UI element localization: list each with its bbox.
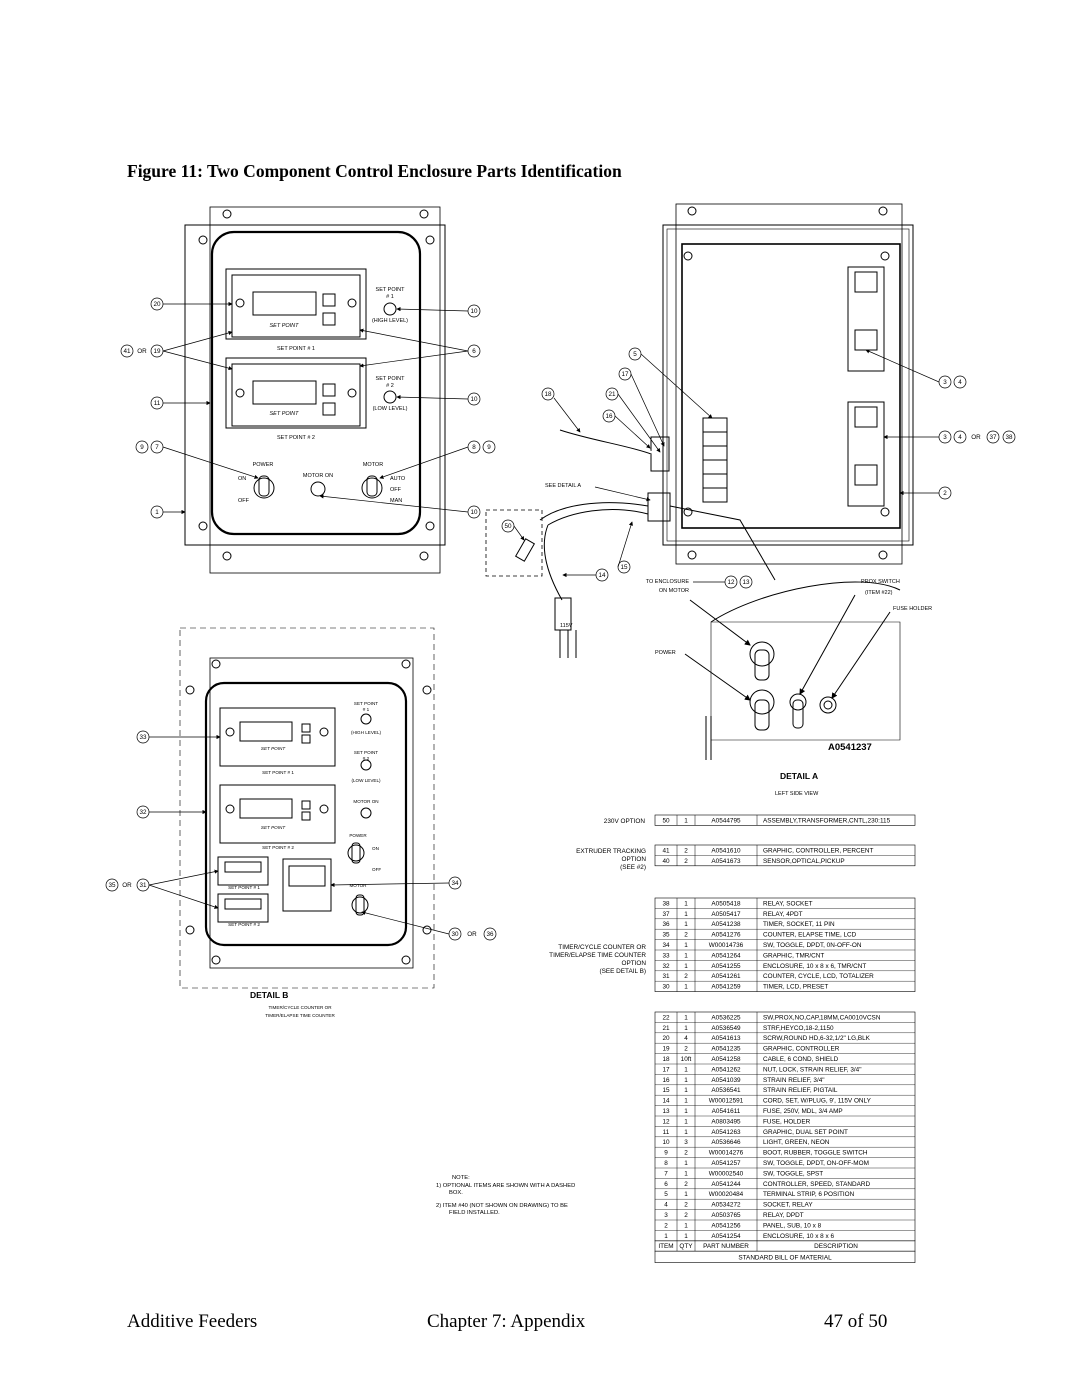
bom-part-number: A0541254 bbox=[711, 1232, 741, 1240]
svg-text:4: 4 bbox=[958, 434, 962, 441]
bom-qty: 2 bbox=[684, 1180, 688, 1188]
bom-item: 34 bbox=[662, 942, 670, 949]
bom-qty: 1 bbox=[684, 1097, 688, 1105]
svg-text:NOTE:: NOTE: bbox=[452, 1175, 470, 1181]
bom-qty: 1 bbox=[684, 1160, 688, 1167]
bom-part-number: A0536541 bbox=[711, 1087, 741, 1095]
svg-text:8: 8 bbox=[472, 444, 476, 451]
svg-text:10: 10 bbox=[470, 308, 478, 315]
bom-description: GRAPHIC, CONTROLLER bbox=[763, 1045, 840, 1053]
bom-description: TERMINAL STRIP, 6 POSITION bbox=[763, 1191, 855, 1199]
svg-text:MOTOR: MOTOR bbox=[362, 462, 384, 468]
bom-description: GRAPHIC, TMR/CNT bbox=[763, 952, 825, 960]
bom-item: 14 bbox=[662, 1097, 670, 1105]
bom-part-number: A0541238 bbox=[711, 921, 741, 929]
bom-item: 9 bbox=[664, 1149, 668, 1157]
svg-text:SET POINT: SET POINT bbox=[375, 376, 405, 382]
bom-qty: 1 bbox=[684, 900, 688, 908]
bom-header-desc: DESCRIPTION bbox=[814, 1243, 858, 1251]
svg-text:SET POINT: SET POINT bbox=[269, 411, 299, 417]
svg-text:SET POINT # 2: SET POINT # 2 bbox=[262, 845, 294, 850]
svg-text:16: 16 bbox=[605, 413, 613, 420]
svg-text:31: 31 bbox=[139, 882, 147, 889]
svg-text:ON: ON bbox=[238, 476, 247, 482]
bom-description: LIGHT, GREEN, NEON bbox=[763, 1139, 830, 1147]
svg-text:36: 36 bbox=[486, 931, 494, 938]
svg-text:ON MOTOR: ON MOTOR bbox=[658, 588, 689, 594]
bom-description: RELAY, 4PDT bbox=[763, 910, 803, 918]
bom-qty: 4 bbox=[684, 1035, 688, 1043]
front-panel bbox=[185, 207, 445, 573]
svg-text:SET POINT: SET POINT bbox=[269, 323, 299, 329]
bom-description: CONTROLLER, SPEED, STANDARD bbox=[763, 1180, 871, 1188]
bom-qty: 1 bbox=[684, 952, 688, 960]
bom-part-number: A0541039 bbox=[711, 1076, 741, 1084]
bom-qty: 1 bbox=[684, 1191, 688, 1199]
bom-item: 18 bbox=[662, 1056, 670, 1063]
bom-part-number: W00014276 bbox=[708, 1149, 744, 1157]
svg-text:32: 32 bbox=[139, 809, 147, 816]
bill-of-materials bbox=[549, 815, 915, 1263]
svg-text:4: 4 bbox=[958, 379, 962, 386]
bom-item: 12 bbox=[662, 1118, 670, 1126]
svg-text:# 1: # 1 bbox=[362, 707, 370, 712]
bom-description: NUT, LOCK, STRAIN RELIEF, 3/4" bbox=[763, 1066, 862, 1074]
bom-description: FUSE, 250V, MDL, 3/4 AMP bbox=[763, 1108, 843, 1115]
svg-text:AUTO: AUTO bbox=[390, 476, 406, 482]
bom-qty: 1 bbox=[684, 1232, 688, 1240]
bom-part-number: A0541235 bbox=[711, 1045, 741, 1053]
svg-text:(HIGH LEVEL): (HIGH LEVEL) bbox=[371, 318, 409, 324]
svg-text:14: 14 bbox=[598, 572, 606, 579]
bom-description: COUNTER, ELAPSE TIME, LCD bbox=[763, 931, 857, 939]
bom-item: 3 bbox=[664, 1212, 668, 1219]
svg-text:FIELD INSTALLED.: FIELD INSTALLED. bbox=[449, 1210, 500, 1216]
svg-text:9: 9 bbox=[140, 444, 144, 451]
svg-text:115V: 115V bbox=[560, 623, 573, 629]
bom-description: SW, TOGGLE, DPDT, ON-OFF-MOM bbox=[763, 1160, 869, 1167]
bom-item: 32 bbox=[662, 962, 670, 970]
bom-timer-label: (SEE DETAIL B) bbox=[599, 968, 646, 975]
svg-text:19: 19 bbox=[153, 348, 161, 355]
bom-item: 22 bbox=[662, 1014, 670, 1022]
bom-description: GRAPHIC, DUAL SET POINT bbox=[763, 1128, 848, 1136]
bom-footer: STANDARD BILL OF MATERIAL bbox=[738, 1254, 832, 1262]
svg-text:9: 9 bbox=[487, 444, 491, 451]
bom-part-number: A0541261 bbox=[711, 973, 741, 981]
bom-part-number: A0505417 bbox=[711, 910, 741, 918]
bom-description: CABLE, 6 COND, SHIELD bbox=[763, 1056, 839, 1063]
svg-text:41: 41 bbox=[123, 348, 131, 355]
svg-text:(LOW LEVEL): (LOW LEVEL) bbox=[351, 778, 381, 783]
bom-description: ENCLOSURE, 10 x 8 x 6, TMR/CNT bbox=[763, 962, 867, 970]
svg-text:33: 33 bbox=[139, 734, 147, 741]
bom-qty: 1 bbox=[684, 1118, 688, 1126]
bom-part-number: A0541264 bbox=[711, 952, 741, 960]
bom-part-number: A0541611 bbox=[711, 1108, 741, 1115]
bom-description: SW, TOGGLE, SPST bbox=[763, 1170, 824, 1178]
detail-b-drawing bbox=[180, 628, 434, 988]
svg-text:OR: OR bbox=[467, 931, 477, 938]
bom-timer-label: TIMER/CYCLE COUNTER OR bbox=[558, 944, 646, 951]
bom-item: 31 bbox=[662, 973, 670, 981]
bom-part-number: A0534272 bbox=[711, 1201, 741, 1209]
svg-text:(HIGH LEVEL): (HIGH LEVEL) bbox=[350, 730, 382, 735]
svg-text:A0541237: A0541237 bbox=[828, 742, 872, 753]
svg-text:POWER: POWER bbox=[349, 833, 367, 838]
bom-item: 11 bbox=[662, 1128, 670, 1136]
bom-description: SOCKET, RELAY bbox=[763, 1201, 813, 1209]
bom-part-number: W00012591 bbox=[708, 1097, 744, 1105]
bom-item: 8 bbox=[664, 1160, 668, 1167]
svg-text:6: 6 bbox=[472, 348, 476, 355]
bom-qty: 1 bbox=[684, 1170, 688, 1178]
svg-text:3: 3 bbox=[943, 379, 947, 386]
bom-extruder-label: OPTION bbox=[621, 856, 646, 863]
bom-item: 6 bbox=[664, 1180, 668, 1188]
bom-description: RELAY, SOCKET bbox=[763, 900, 813, 908]
svg-text:OFF: OFF bbox=[238, 498, 249, 504]
bom-part-number: A0541257 bbox=[711, 1160, 741, 1167]
svg-text:(ITEM #22): (ITEM #22) bbox=[865, 590, 893, 596]
svg-text:PROX SWITCH: PROX SWITCH bbox=[861, 579, 900, 585]
svg-text:SET POINT # 2: SET POINT # 2 bbox=[228, 922, 260, 927]
svg-text:11: 11 bbox=[153, 400, 161, 407]
bom-item: 13 bbox=[662, 1108, 670, 1115]
bom-qty: 1 bbox=[684, 1108, 688, 1115]
bom-description: GRAPHIC, CONTROLLER, PERCENT bbox=[763, 847, 874, 855]
svg-text:7: 7 bbox=[155, 444, 159, 451]
bom-header-item: ITEM bbox=[658, 1243, 674, 1251]
svg-text:LEFT SIDE VIEW: LEFT SIDE VIEW bbox=[775, 791, 819, 797]
svg-text:# 2: # 2 bbox=[386, 383, 394, 389]
bom-part-number: W00020484 bbox=[708, 1191, 744, 1199]
bom-item: 2 bbox=[664, 1222, 668, 1230]
bom-part-number: A0541613 bbox=[711, 1035, 741, 1043]
bom-description: TIMER, SOCKET, 11 PIN bbox=[763, 921, 835, 929]
svg-text:2) ITEM #40 (NOT SHOWN ON DRAW: 2) ITEM #40 (NOT SHOWN ON DRAWING) TO BE bbox=[436, 1203, 568, 1209]
svg-text:MOTOR ON: MOTOR ON bbox=[302, 473, 334, 479]
svg-text:SEE DETAIL A: SEE DETAIL A bbox=[545, 483, 582, 489]
bom-qty: 2 bbox=[684, 1201, 688, 1209]
bom-header-box bbox=[655, 1241, 915, 1251]
svg-text:BOX.: BOX. bbox=[449, 1190, 463, 1196]
bom-qty: 10ft bbox=[680, 1056, 692, 1063]
bom-item: 4 bbox=[664, 1201, 668, 1209]
bom-item: 5 bbox=[664, 1191, 668, 1199]
bom-qty: 2 bbox=[684, 1149, 688, 1157]
detail-b-callout-numbers bbox=[108, 734, 494, 938]
bom-qty: 2 bbox=[684, 931, 688, 939]
svg-text:MOTOR: MOTOR bbox=[349, 883, 367, 888]
svg-text:SET POINT # 1: SET POINT # 1 bbox=[276, 346, 316, 352]
svg-text:MAN: MAN bbox=[390, 498, 403, 504]
svg-text:17: 17 bbox=[621, 371, 629, 378]
bom-item: 41 bbox=[662, 847, 670, 855]
bom-qty: 2 bbox=[684, 1212, 688, 1219]
svg-text:TO ENCLOSURE: TO ENCLOSURE bbox=[645, 579, 689, 585]
front-callouts bbox=[121, 298, 495, 518]
svg-text:50: 50 bbox=[504, 523, 512, 530]
bom-item: 30 bbox=[662, 983, 670, 991]
svg-text:# 2: # 2 bbox=[362, 756, 370, 761]
bom-part-number: A0536646 bbox=[711, 1139, 741, 1147]
svg-text:POWER: POWER bbox=[252, 462, 274, 468]
bom-item: 40 bbox=[662, 857, 670, 865]
svg-text:2: 2 bbox=[943, 490, 947, 497]
bom-part-number: A0536225 bbox=[711, 1014, 741, 1022]
bom-item: 20 bbox=[662, 1035, 670, 1043]
bom-part-number: A0541259 bbox=[711, 983, 741, 991]
svg-text:OFF: OFF bbox=[372, 867, 382, 872]
svg-text:21: 21 bbox=[608, 391, 616, 398]
bom-item: 10 bbox=[662, 1139, 670, 1147]
interior-labels bbox=[545, 483, 932, 797]
footer-right: 47 of 50 bbox=[824, 1311, 888, 1332]
bom-qty: 3 bbox=[684, 1139, 688, 1147]
bom-description: BOOT, RUBBER, TOGGLE SWITCH bbox=[763, 1149, 868, 1157]
bom-part-number: A0541276 bbox=[711, 931, 741, 939]
svg-text:DETAIL B: DETAIL B bbox=[250, 990, 289, 1000]
svg-text:(LOW LEVEL): (LOW LEVEL) bbox=[372, 406, 408, 412]
bom-item: 1 bbox=[664, 1232, 668, 1240]
bom-item: 33 bbox=[662, 952, 670, 960]
svg-text:ON: ON bbox=[372, 846, 379, 851]
svg-text:MOTOR ON: MOTOR ON bbox=[353, 799, 379, 804]
bom-part-number: W00014736 bbox=[708, 942, 744, 949]
svg-text:1: 1 bbox=[155, 509, 159, 516]
bom-description: ASSEMBLY,TRANSFORMER,CNTL,230:115 bbox=[763, 817, 891, 825]
bom-part-number: A0541673 bbox=[711, 857, 741, 865]
bom-qty: 1 bbox=[684, 1024, 688, 1032]
bom-part-number: A0503765 bbox=[711, 1212, 741, 1219]
svg-text:20: 20 bbox=[153, 301, 161, 308]
svg-text:SET POINT # 1: SET POINT # 1 bbox=[228, 885, 260, 890]
svg-text:38: 38 bbox=[1005, 434, 1013, 441]
bom-qty: 1 bbox=[684, 983, 688, 991]
bom-item: 7 bbox=[664, 1170, 668, 1178]
bom-qty: 2 bbox=[684, 973, 688, 981]
bom-qty: 1 bbox=[684, 1076, 688, 1084]
svg-text:SET POINT # 2: SET POINT # 2 bbox=[276, 435, 316, 441]
bom-description: STRF,HEYCO,18-2,1150 bbox=[763, 1024, 834, 1032]
bom-description: ENCLOSURE, 10 x 8 x 6 bbox=[763, 1232, 835, 1240]
bom-part-number: A0544795 bbox=[711, 817, 741, 825]
svg-text:POWER: POWER bbox=[655, 650, 676, 656]
bom-item: 21 bbox=[662, 1024, 670, 1032]
bom-item: 15 bbox=[662, 1087, 670, 1095]
bom-qty: 1 bbox=[684, 817, 688, 825]
svg-text:3: 3 bbox=[943, 434, 947, 441]
bom-qty: 1 bbox=[684, 1066, 688, 1074]
interior-callout-numbers bbox=[504, 351, 1013, 586]
interior-enclosure bbox=[486, 204, 913, 658]
svg-text:TIMER/CYCLE COUNTER OR: TIMER/CYCLE COUNTER OR bbox=[268, 1005, 332, 1010]
svg-text:1) OPTIONAL ITEMS ARE SHOWN WI: 1) OPTIONAL ITEMS ARE SHOWN WITH A DASHED bbox=[436, 1183, 576, 1189]
bom-part-number: A0803495 bbox=[711, 1118, 741, 1126]
footer-center: Chapter 7: Appendix bbox=[427, 1311, 586, 1332]
bom-description: CORD, SET, W/PLUG, 9', 115V ONLY bbox=[763, 1097, 871, 1105]
bom-item: 38 bbox=[662, 900, 670, 908]
figure-title: Figure 11: Two Component Control Enclosure Parts Identification bbox=[127, 161, 622, 181]
bom-item: 16 bbox=[662, 1076, 670, 1084]
bom-description: STRAIN RELIEF, PIGTAIL bbox=[763, 1087, 838, 1095]
bom-extruder-label: (SEE #2) bbox=[620, 864, 646, 871]
bom-item: 36 bbox=[662, 921, 670, 929]
svg-text:5: 5 bbox=[633, 351, 637, 358]
svg-text:SET POINT: SET POINT bbox=[353, 750, 379, 755]
svg-text:15: 15 bbox=[620, 564, 628, 571]
bom-item: 17 bbox=[662, 1066, 670, 1074]
bom-qty: 2 bbox=[684, 857, 688, 865]
svg-text:34: 34 bbox=[451, 880, 459, 887]
bom-timer-label: TIMER/ELAPSE TIME COUNTER bbox=[549, 952, 646, 959]
svg-text:SET POINT: SET POINT bbox=[260, 746, 286, 751]
bom-part-number: A0541262 bbox=[711, 1066, 741, 1074]
bom-header-part: PART NUMBER bbox=[703, 1243, 749, 1251]
svg-text:# 1: # 1 bbox=[386, 294, 394, 300]
bom-qty: 2 bbox=[684, 1045, 688, 1053]
svg-text:OFF: OFF bbox=[390, 487, 401, 493]
bom-qty: 2 bbox=[684, 847, 688, 855]
svg-text:SET POINT: SET POINT bbox=[260, 825, 286, 830]
bom-qty: 1 bbox=[684, 942, 688, 949]
bom-description: FUSE, HOLDER bbox=[763, 1118, 811, 1126]
bom-part-number: A0541610 bbox=[711, 847, 741, 855]
svg-text:30: 30 bbox=[451, 931, 459, 938]
bom-qty: 1 bbox=[684, 910, 688, 918]
svg-text:SET POINT: SET POINT bbox=[375, 287, 405, 293]
bom-description: PANEL, SUB, 10 x 8 bbox=[763, 1222, 822, 1230]
front-callout-numbers bbox=[123, 301, 491, 516]
bom-qty: 1 bbox=[684, 1014, 688, 1022]
bom-item: 37 bbox=[662, 910, 670, 918]
bom-qty: 1 bbox=[684, 921, 688, 929]
svg-text:OR: OR bbox=[122, 882, 132, 889]
detail-a-drawing bbox=[685, 582, 900, 760]
svg-text:35: 35 bbox=[108, 882, 116, 889]
bom-description: TIMER, LCD, PRESET bbox=[763, 983, 829, 991]
svg-text:10: 10 bbox=[470, 509, 478, 516]
bom-part-number: A0536549 bbox=[711, 1024, 741, 1032]
svg-text:10: 10 bbox=[470, 396, 478, 403]
bom-item: 19 bbox=[662, 1045, 670, 1053]
svg-text:SET POINT: SET POINT bbox=[353, 701, 379, 706]
bom-timer-label: OPTION bbox=[621, 960, 646, 967]
bom-part-number: A0541244 bbox=[711, 1180, 741, 1188]
svg-text:SET POINT # 1: SET POINT # 1 bbox=[262, 770, 294, 775]
bom-qty: 1 bbox=[684, 962, 688, 970]
svg-text:DETAIL A: DETAIL A bbox=[780, 771, 819, 781]
svg-text:OR: OR bbox=[971, 434, 981, 441]
bom-part-number: A0541258 bbox=[711, 1056, 741, 1063]
bom-description: SENSOR,OPTICAL,PICKUP bbox=[763, 857, 845, 865]
bom-part-number: A0541256 bbox=[711, 1222, 741, 1230]
bom-230v-label: 230V OPTION bbox=[603, 818, 645, 825]
svg-text:37: 37 bbox=[989, 434, 997, 441]
bom-description: SCRW,ROUND HD,6-32,1/2" LG,BLK bbox=[763, 1035, 870, 1043]
bom-header-qty: QTY bbox=[679, 1243, 693, 1251]
svg-text:18: 18 bbox=[544, 391, 552, 398]
bom-part-number: A0505418 bbox=[711, 900, 741, 908]
bom-description: STRAIN RELIEF, 3/4" bbox=[763, 1076, 825, 1084]
svg-text:OR: OR bbox=[137, 348, 147, 355]
bom-description: SW, TOGGLE, DPDT, 0N-OFF-ON bbox=[763, 942, 862, 949]
bom-qty: 1 bbox=[684, 1087, 688, 1095]
bom-item: 35 bbox=[662, 931, 670, 939]
bom-part-number: W00002540 bbox=[708, 1170, 744, 1178]
svg-text:FUSE HOLDER: FUSE HOLDER bbox=[893, 606, 933, 612]
bom-qty: 1 bbox=[684, 1222, 688, 1230]
bom-extruder-label: EXTRUDER TRACKING bbox=[576, 848, 646, 855]
bom-description: COUNTER, CYCLE, LCD, TOTALIZER bbox=[763, 973, 874, 981]
bom-part-number: A0541263 bbox=[711, 1128, 741, 1136]
bom-item: 50 bbox=[662, 817, 670, 825]
footer-left: Additive Feeders bbox=[127, 1311, 258, 1332]
svg-text:13: 13 bbox=[742, 579, 750, 586]
detail-b-callouts bbox=[106, 731, 496, 940]
bom-description: RELAY, DPDT bbox=[763, 1212, 804, 1219]
bom-description: SW,PROX,NO,CAP,18MM,CA0010VCSN bbox=[763, 1014, 881, 1022]
svg-text:12: 12 bbox=[727, 579, 735, 586]
notes bbox=[436, 1175, 575, 1216]
svg-text:TIMER/ELAPSE TIME COUNTER: TIMER/ELAPSE TIME COUNTER bbox=[265, 1013, 335, 1018]
bom-qty: 1 bbox=[684, 1128, 688, 1136]
bom-part-number: A0541255 bbox=[711, 962, 741, 970]
